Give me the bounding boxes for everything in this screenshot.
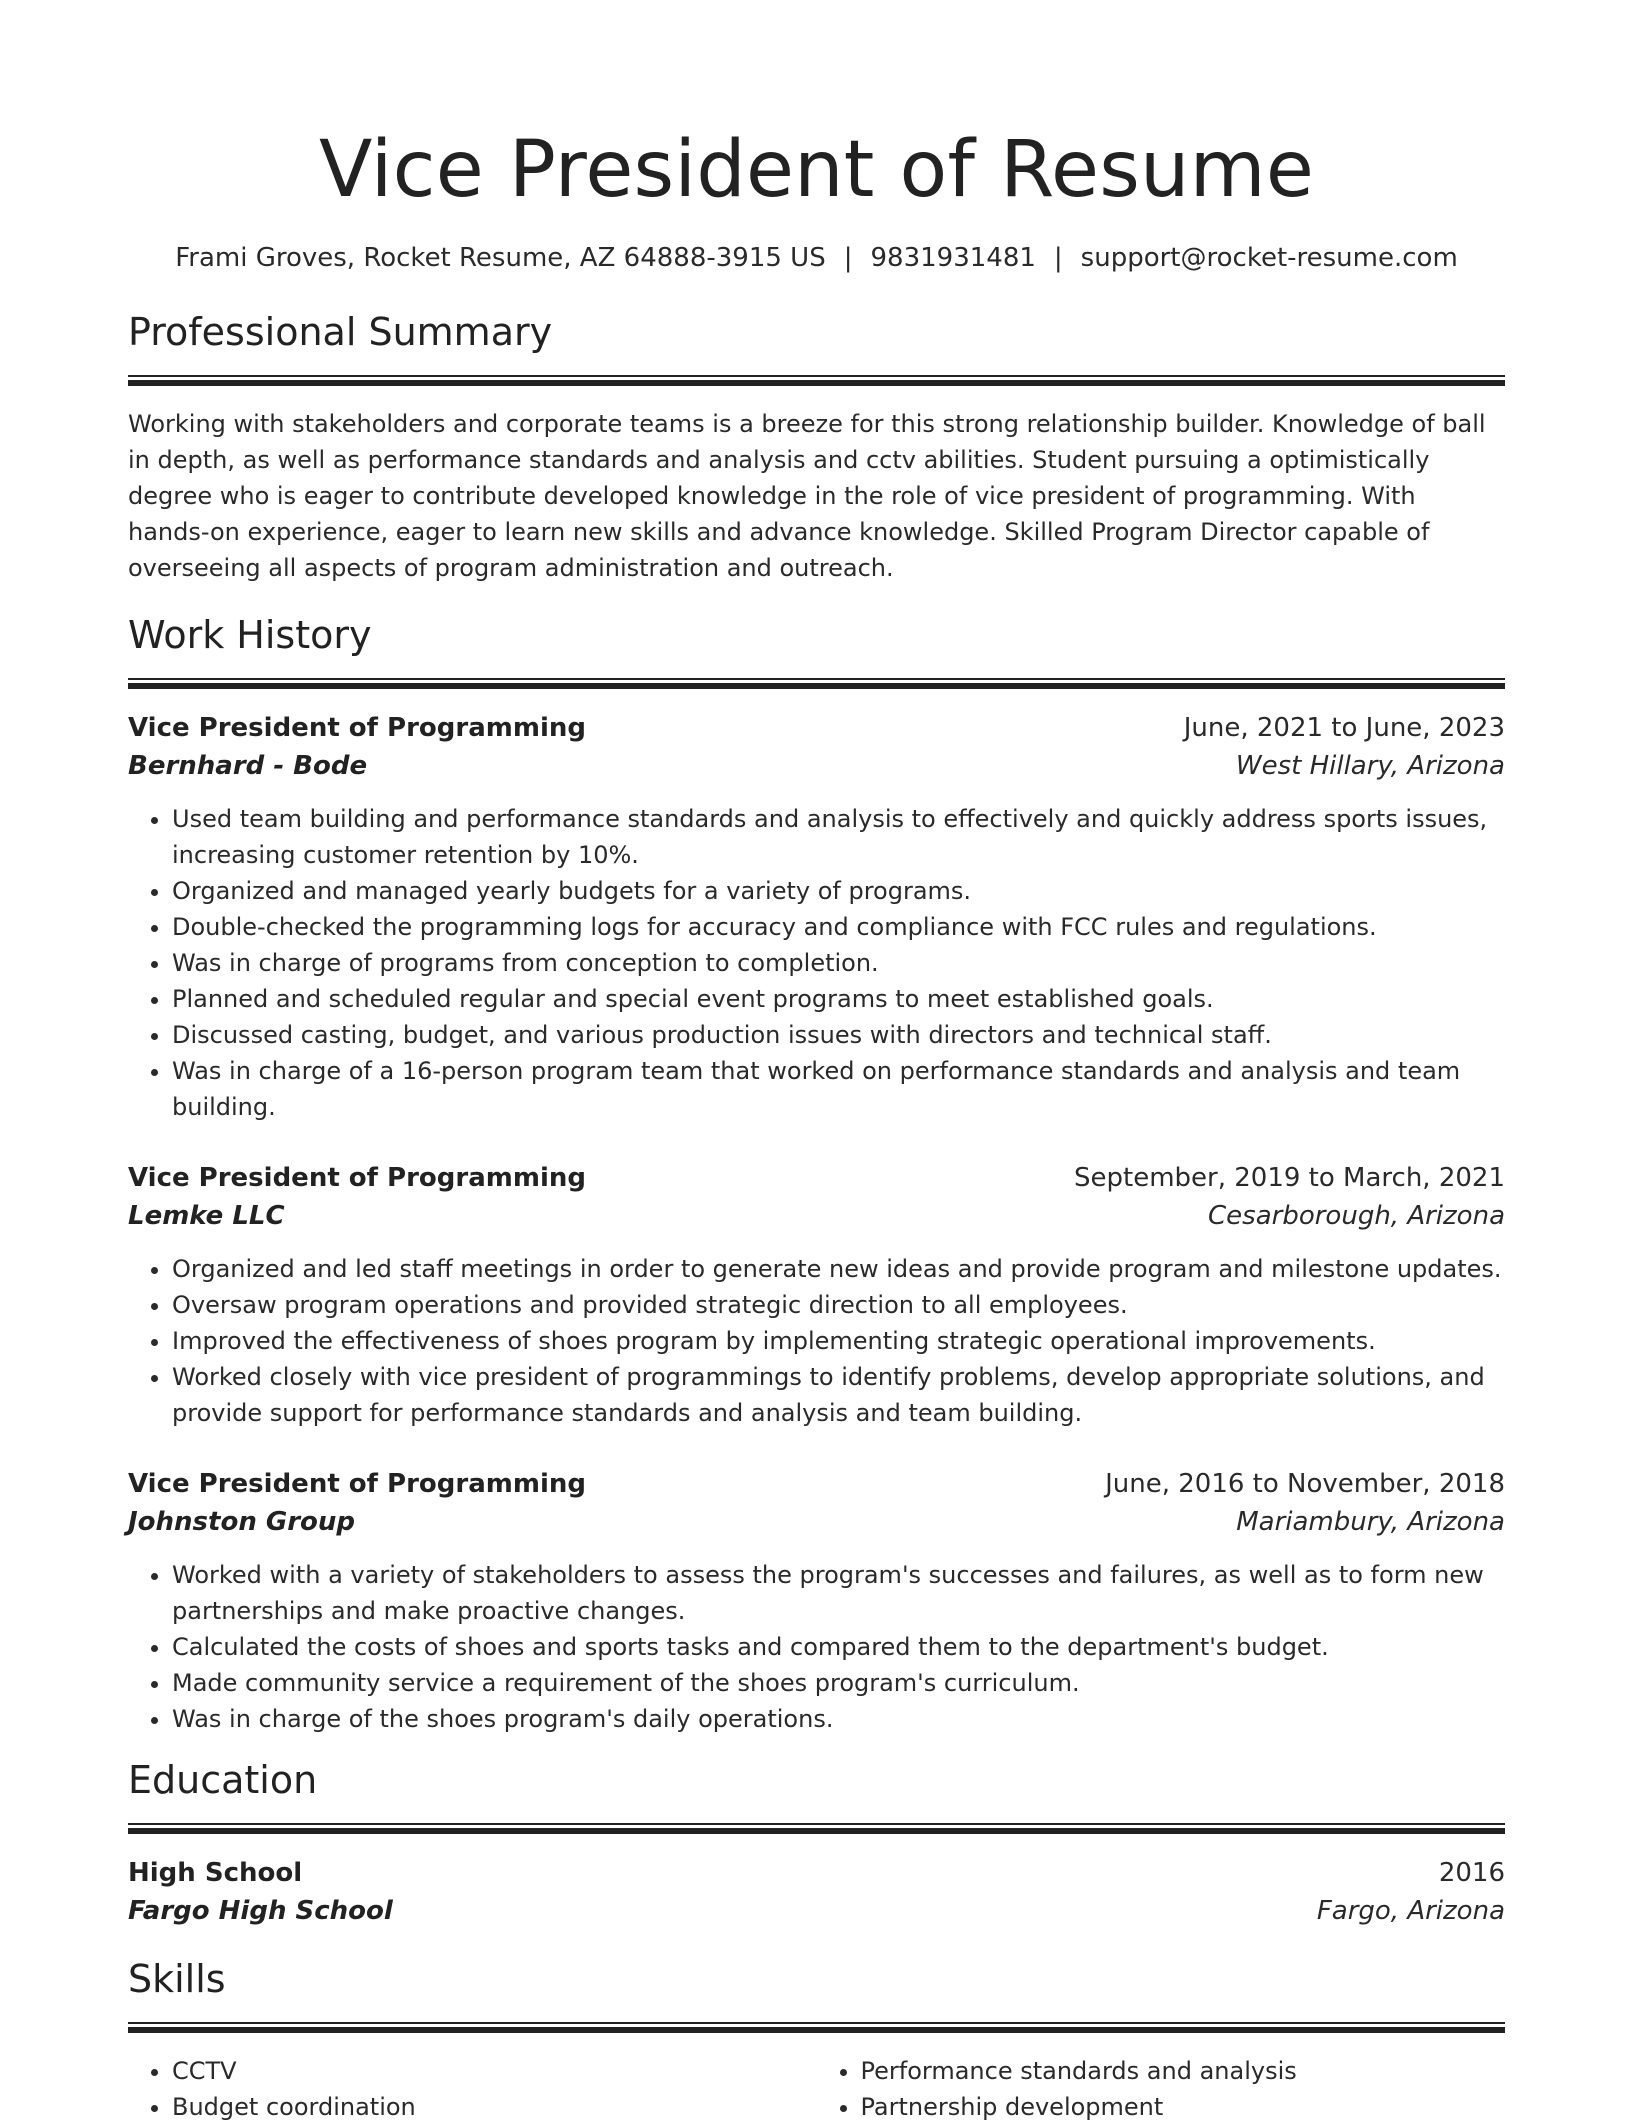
section-heading-skills: Skills xyxy=(128,1957,226,2001)
job-location: Cesarborough, Arizona xyxy=(1208,1201,1505,1231)
job-bullets xyxy=(128,801,1505,1125)
list-item: • Was in charge of a 16-person program team that worked on performance standards and analysis and team building. xyxy=(172,1053,1505,1125)
summary-text: Working with stakeholders and corporate teams is a breeze for this strong relationship builder. Knowledge of ball in depth, as well as performance standards and analysis and cctv abilities. Student pursuing a optimistically degree who is eager to contribute developed knowledge in the role of vice president of programming. With hands-on experience, eager to learn new skills and advance knowledge. Skilled Program Director capable of overseeing all aspects of program administration and outreach. xyxy=(128,410,1486,582)
contact-line xyxy=(128,240,1505,276)
section-heading-work-history: Work History xyxy=(128,613,372,657)
job-title: Vice President of Programming xyxy=(128,1469,586,1499)
job-dates: June, 2016 to November, 2018 xyxy=(1105,1469,1505,1499)
resume-title: Vice President of Resume xyxy=(318,125,1315,215)
list-item: • Made community service a requirement of the shoes program's curriculum. xyxy=(172,1665,1505,1701)
list-item: • Calculated the costs of shoes and sports tasks and compared them to the department's budget. xyxy=(172,1629,1505,1665)
job-location: West Hillary, Arizona xyxy=(1235,751,1505,781)
list-item: • Worked closely with vice president of programmings to identify problems, develop appropriate solutions, and provide support for performance standards and analysis and team building. xyxy=(172,1359,1505,1431)
section-heading-education: Education xyxy=(128,1758,318,1802)
section-divider xyxy=(128,1823,1505,1834)
skills-column-left xyxy=(128,2053,817,2125)
job-dates: June, 2021 to June, 2023 xyxy=(1183,713,1505,743)
list-item: • Used team building and performance standards and analysis to effectively and quickly address sports issues, increasing customer retention by 10%. xyxy=(172,801,1505,873)
job-entry xyxy=(128,709,1505,1125)
contact-address: Frami Groves, Rocket Resume, AZ 64888-3915 US xyxy=(175,243,826,273)
summary-section xyxy=(128,307,1505,586)
education-year: 2016 xyxy=(1438,1858,1505,1888)
contact-separator: | xyxy=(843,243,853,273)
education-school: Fargo High School xyxy=(128,1896,393,1926)
work-history-section xyxy=(128,610,1505,1737)
education-location: Fargo, Arizona xyxy=(1316,1896,1505,1926)
education-degree: High School xyxy=(128,1858,303,1888)
job-location: Mariambury, Arizona xyxy=(1236,1507,1505,1537)
section-heading-summary: Professional Summary xyxy=(128,310,553,354)
job-bullets xyxy=(128,1251,1505,1431)
skill-item: • Performance standards and analysis xyxy=(861,2053,1506,2089)
job-title: Vice President of Programming xyxy=(128,713,586,743)
list-item: • Organized and managed yearly budgets for a variety of programs. xyxy=(172,873,1505,909)
section-divider xyxy=(128,2022,1505,2033)
list-item: • Was in charge of the shoes program's daily operations. xyxy=(172,1701,1505,1737)
job-company: Lemke LLC xyxy=(128,1201,285,1231)
contact-separator: | xyxy=(1053,243,1063,273)
list-item: • Improved the effectiveness of shoes program by implementing strategic operational improvements. xyxy=(172,1323,1505,1359)
contact-phone: 9831931481 xyxy=(870,243,1036,273)
job-company: Johnston Group xyxy=(128,1507,356,1537)
list-item: • Oversaw program operations and provided strategic direction to all employees. xyxy=(172,1287,1505,1323)
education-section xyxy=(128,1755,1505,1930)
list-item: • Double-checked the programming logs for accuracy and compliance with FCC rules and regulations. xyxy=(172,909,1505,945)
job-title: Vice President of Programming xyxy=(128,1163,586,1193)
job-entry xyxy=(128,1159,1505,1431)
list-item: • Was in charge of programs from conception to completion. xyxy=(172,945,1505,981)
skill-item: • CCTV xyxy=(172,2053,817,2089)
skills-grid xyxy=(128,2053,1505,2125)
list-item: • Worked with a variety of stakeholders to assess the program's successes and failures, as well as to form new partnerships and make proactive changes. xyxy=(172,1557,1505,1629)
skills-section xyxy=(128,1954,1505,2125)
job-bullets xyxy=(128,1557,1505,1737)
job-company: Bernhard - Bode xyxy=(128,751,368,781)
skill-item: • Budget coordination xyxy=(172,2089,817,2125)
list-item: • Discussed casting, budget, and various production issues with directors and technical staff. xyxy=(172,1017,1505,1053)
job-entry xyxy=(128,1465,1505,1737)
section-divider xyxy=(128,375,1505,386)
section-divider xyxy=(128,678,1505,689)
skills-column-right xyxy=(817,2053,1506,2125)
job-dates: September, 2019 to March, 2021 xyxy=(1074,1163,1505,1193)
contact-email: support@rocket-resume.com xyxy=(1080,243,1458,273)
list-item: • Planned and scheduled regular and special event programs to meet established goals. xyxy=(172,981,1505,1017)
skill-item: • Partnership development xyxy=(861,2089,1506,2125)
list-item: • Organized and led staff meetings in order to generate new ideas and provide program and milestone updates. xyxy=(172,1251,1505,1287)
